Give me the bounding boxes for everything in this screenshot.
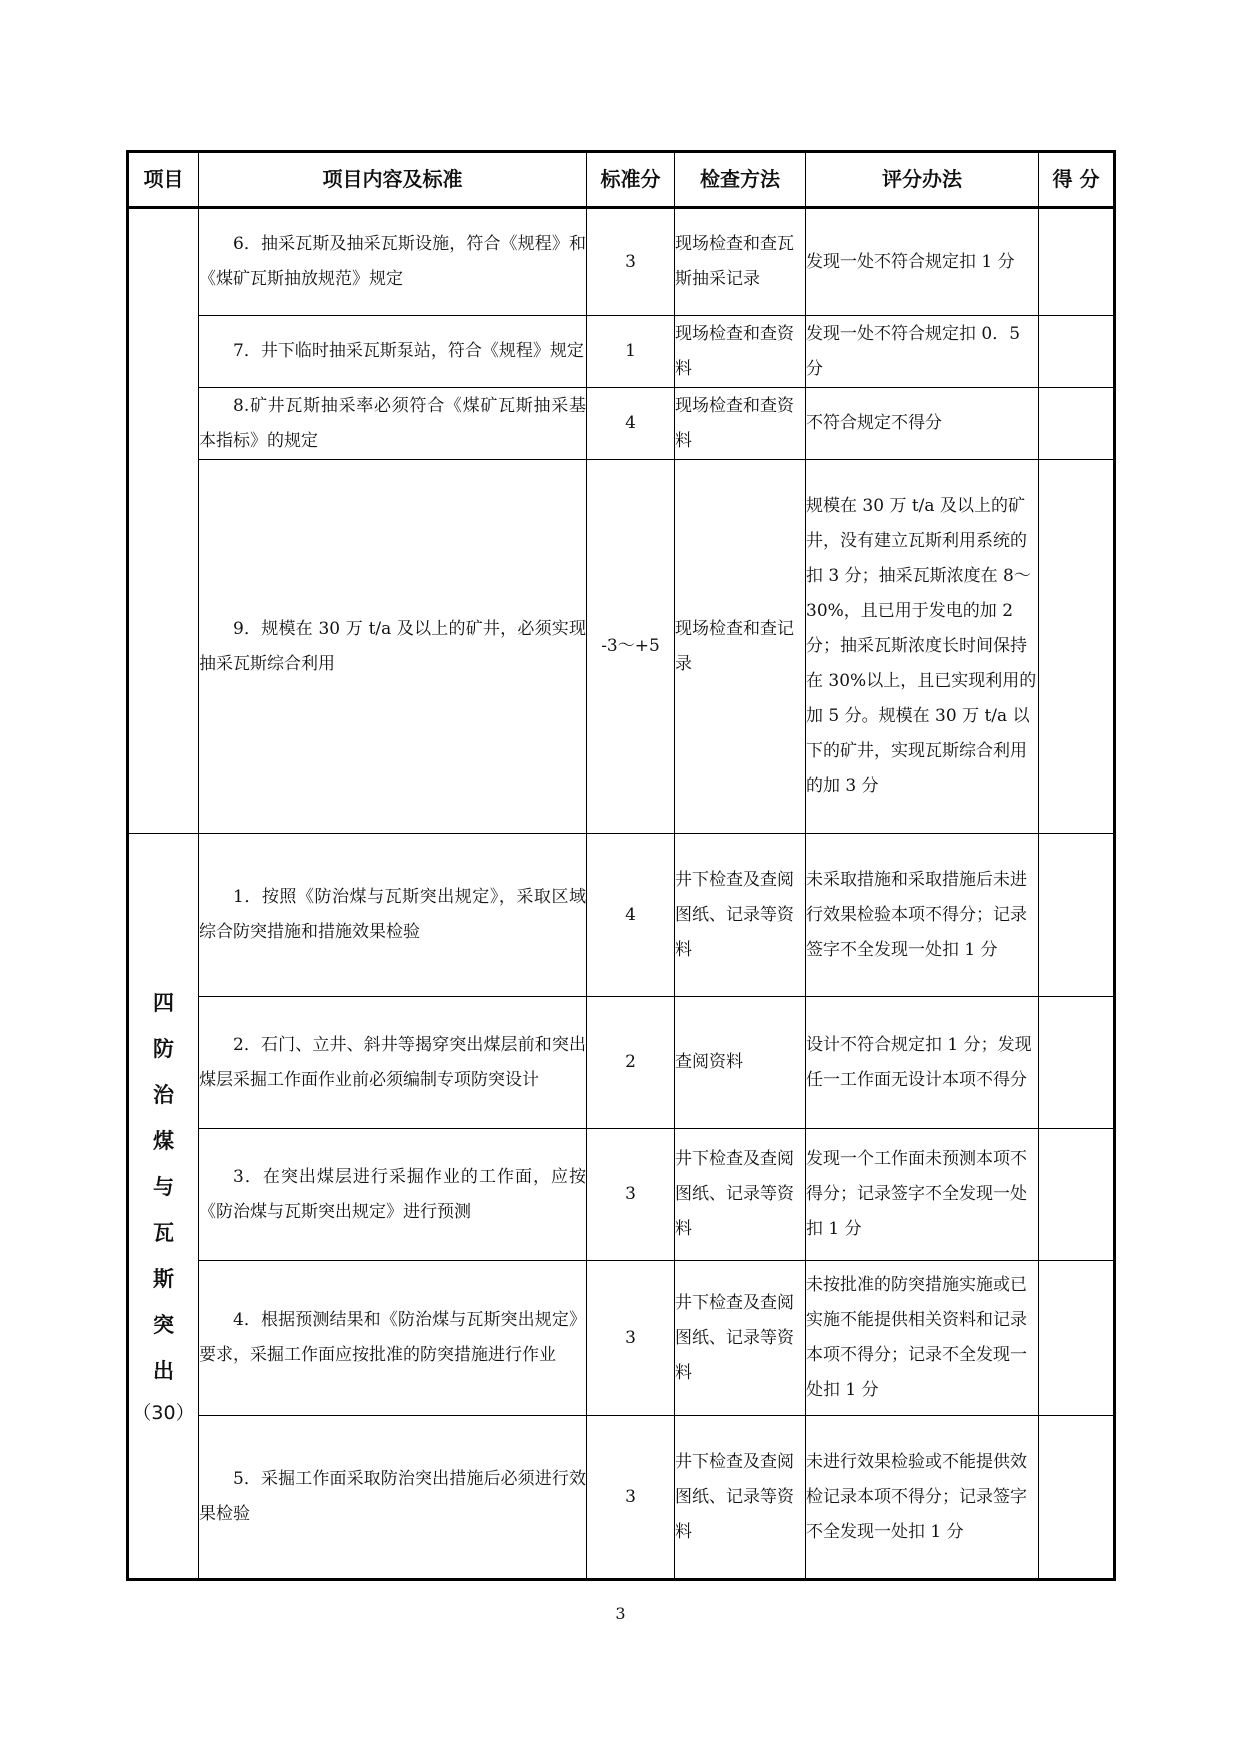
table-row — [128, 1261, 1115, 1416]
item-scoring-rule: 未采取措施和采取措施后未进行效果检验本项不得分；记录签字不全发现一处扣 1 分 — [806, 834, 1039, 997]
item-standard-score: 4 — [587, 388, 675, 460]
item-standard-score: 1 — [587, 316, 675, 388]
item-inspection-method: 井下检查及查阅图纸、记录等资料 — [675, 1129, 806, 1261]
item-scoring-rule: 发现一处不符合规定扣 0．5 分 — [806, 316, 1039, 388]
item-content: 5．采掘工作面采取防治突出措施后必须进行效果检验 — [199, 1416, 587, 1580]
item-content: 8.矿井瓦斯抽采率必须符合《煤矿瓦斯抽采基本指标》的规定 — [199, 388, 587, 460]
item-score-cell[interactable] — [1039, 316, 1115, 388]
item-standard-score: 3 — [587, 1261, 675, 1416]
table-row — [128, 208, 1115, 316]
item-scoring-rule: 不符合规定不得分 — [806, 388, 1039, 460]
table-header-row — [128, 152, 1115, 208]
header-scoring-method: 评分办法 — [806, 152, 1039, 208]
item-score-cell[interactable] — [1039, 1416, 1115, 1580]
table-row — [128, 1416, 1115, 1580]
table-row — [128, 388, 1115, 460]
item-content: 7．井下临时抽采瓦斯泵站，符合《规程》规定 — [199, 316, 587, 388]
item-standard-score: 2 — [587, 997, 675, 1129]
table-row — [128, 834, 1115, 997]
category-title: 四 防 治 煤 与 瓦 斯 突 出 — [153, 991, 174, 1383]
item-scoring-rule: 未按批准的防突措施实施或已实施不能提供相关资料和记录本项不得分；记录不全发现一处扣 1 分 — [806, 1261, 1039, 1416]
item-scoring-rule: 未进行效果检验或不能提供效检记录本项不得分；记录签字不全发现一处扣 1 分 — [806, 1416, 1039, 1580]
item-inspection-method: 现场检查和查记录 — [675, 460, 806, 834]
item-inspection-method: 现场检查和查资料 — [675, 316, 806, 388]
page-number: 3 — [615, 1604, 626, 1623]
item-inspection-method: 井下检查及查阅图纸、记录等资料 — [675, 1416, 806, 1580]
category-cell-outburst-prevention — [128, 834, 199, 1580]
table-row — [128, 460, 1115, 834]
table-row — [128, 316, 1115, 388]
item-inspection-method: 查阅资料 — [675, 997, 806, 1129]
item-content: 4．根据预测结果和《防治煤与瓦斯突出规定》要求，采掘工作面应按批准的防突措施进行作业 — [199, 1261, 587, 1416]
item-score-cell[interactable] — [1039, 388, 1115, 460]
item-inspection-method: 井下检查及查阅图纸、记录等资料 — [675, 1261, 806, 1416]
item-content: 3．在突出煤层进行采掘作业的工作面，应按《防治煤与瓦斯突出规定》进行预测 — [199, 1129, 587, 1261]
item-inspection-method: 现场检查和查瓦斯抽采记录 — [675, 208, 806, 316]
item-inspection-method: 井下检查及查阅图纸、记录等资料 — [675, 834, 806, 997]
item-standard-score: 3 — [587, 1416, 675, 1580]
table-row — [128, 1129, 1115, 1261]
item-standard-score: 4 — [587, 834, 675, 997]
item-content: 2．石门、立井、斜井等揭穿突出煤层前和突出煤层采掘工作面作业前必须编制专项防突设计 — [199, 997, 587, 1129]
scoring-table — [126, 150, 1116, 1581]
category-points: （30） — [132, 1402, 195, 1424]
item-scoring-rule: 设计不符合规定扣 1 分；发现任一工作面无设计本项不得分 — [806, 997, 1039, 1129]
item-score-cell[interactable] — [1039, 1261, 1115, 1416]
item-scoring-rule: 发现一个工作面未预测本项不得分；记录签字不全发现一处扣 1 分 — [806, 1129, 1039, 1261]
item-scoring-rule: 规模在 30 万 t/a 及以上的矿井，没有建立瓦斯利用系统的扣 3 分；抽采瓦斯浓度在 8～30%，且已用于发电的加 2 分；抽采瓦斯浓度长时间保持在 30%以上，且已实现利用的加 5 分。规模在 30 万 t/a 以下的矿井，实现瓦斯综合利用的加 3 分 — [806, 460, 1039, 834]
header-content-standard: 项目内容及标准 — [199, 152, 587, 208]
item-score-cell[interactable] — [1039, 834, 1115, 997]
category-cell-continued — [128, 208, 199, 834]
header-inspection-method: 检查方法 — [675, 152, 806, 208]
item-content: 9．规模在 30 万 t/a 及以上的矿井，必须实现抽采瓦斯综合利用 — [199, 460, 587, 834]
item-score-cell[interactable] — [1039, 460, 1115, 834]
header-standard-score: 标准分 — [587, 152, 675, 208]
item-score-cell[interactable] — [1039, 1129, 1115, 1261]
item-standard-score: 3 — [587, 1129, 675, 1261]
item-score-cell[interactable] — [1039, 997, 1115, 1129]
item-content: 6．抽采瓦斯及抽采瓦斯设施，符合《规程》和《煤矿瓦斯抽放规范》规定 — [199, 208, 587, 316]
item-standard-score: -3～+5 — [587, 460, 675, 834]
table-row — [128, 997, 1115, 1129]
item-scoring-rule: 发现一处不符合规定扣 1 分 — [806, 208, 1039, 316]
header-project: 项目 — [128, 152, 199, 208]
item-standard-score: 3 — [587, 208, 675, 316]
item-inspection-method: 现场检查和查资料 — [675, 388, 806, 460]
item-score-cell[interactable] — [1039, 208, 1115, 316]
header-score: 得 分 — [1039, 152, 1115, 208]
item-content: 1．按照《防治煤与瓦斯突出规定》，采取区域综合防突措施和措施效果检验 — [199, 834, 587, 997]
